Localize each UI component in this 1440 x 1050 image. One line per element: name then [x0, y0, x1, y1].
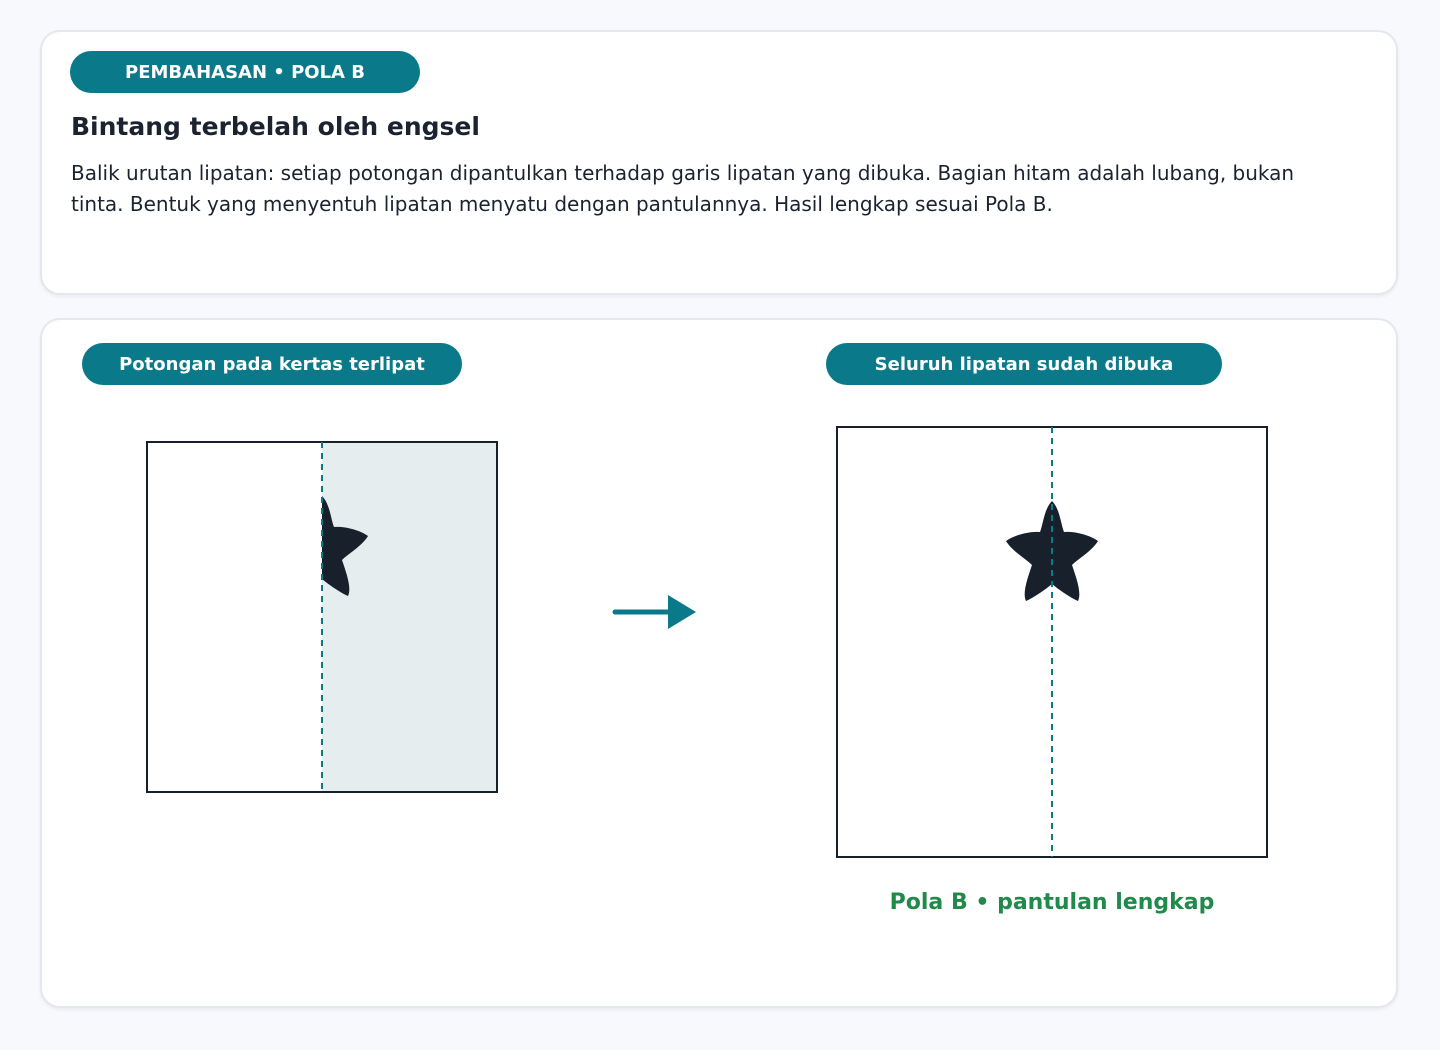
unfolded-panel-label: Seluruh lipatan sudah dibuka [826, 343, 1222, 385]
explanation-card [40, 30, 1398, 295]
folded-paper [147, 442, 497, 792]
page-title: Bintang terbelah oleh engsel [71, 112, 480, 141]
folded-panel-label: Potongan pada kertas terlipat [82, 343, 462, 385]
result-caption: Pola B • pantulan lengkap [889, 890, 1215, 915]
arrow-right-icon [615, 595, 696, 629]
explanation-text: Balik urutan lipatan: setiap potongan dipantulkan terhadap garis lipatan yang dibuka. Bagian hitam adalah lubang, bukan tinta. Bentuk yang menyentuh lipatan menyatu dengan pantulannya. Hasil lengkap sesuai Pola B. [71, 161, 1295, 216]
folded-layer [322, 442, 497, 792]
unfolded-paper [837, 427, 1267, 857]
diagram-card [40, 318, 1398, 1008]
section-tag: PEMBAHASAN • POLA B [70, 51, 420, 93]
